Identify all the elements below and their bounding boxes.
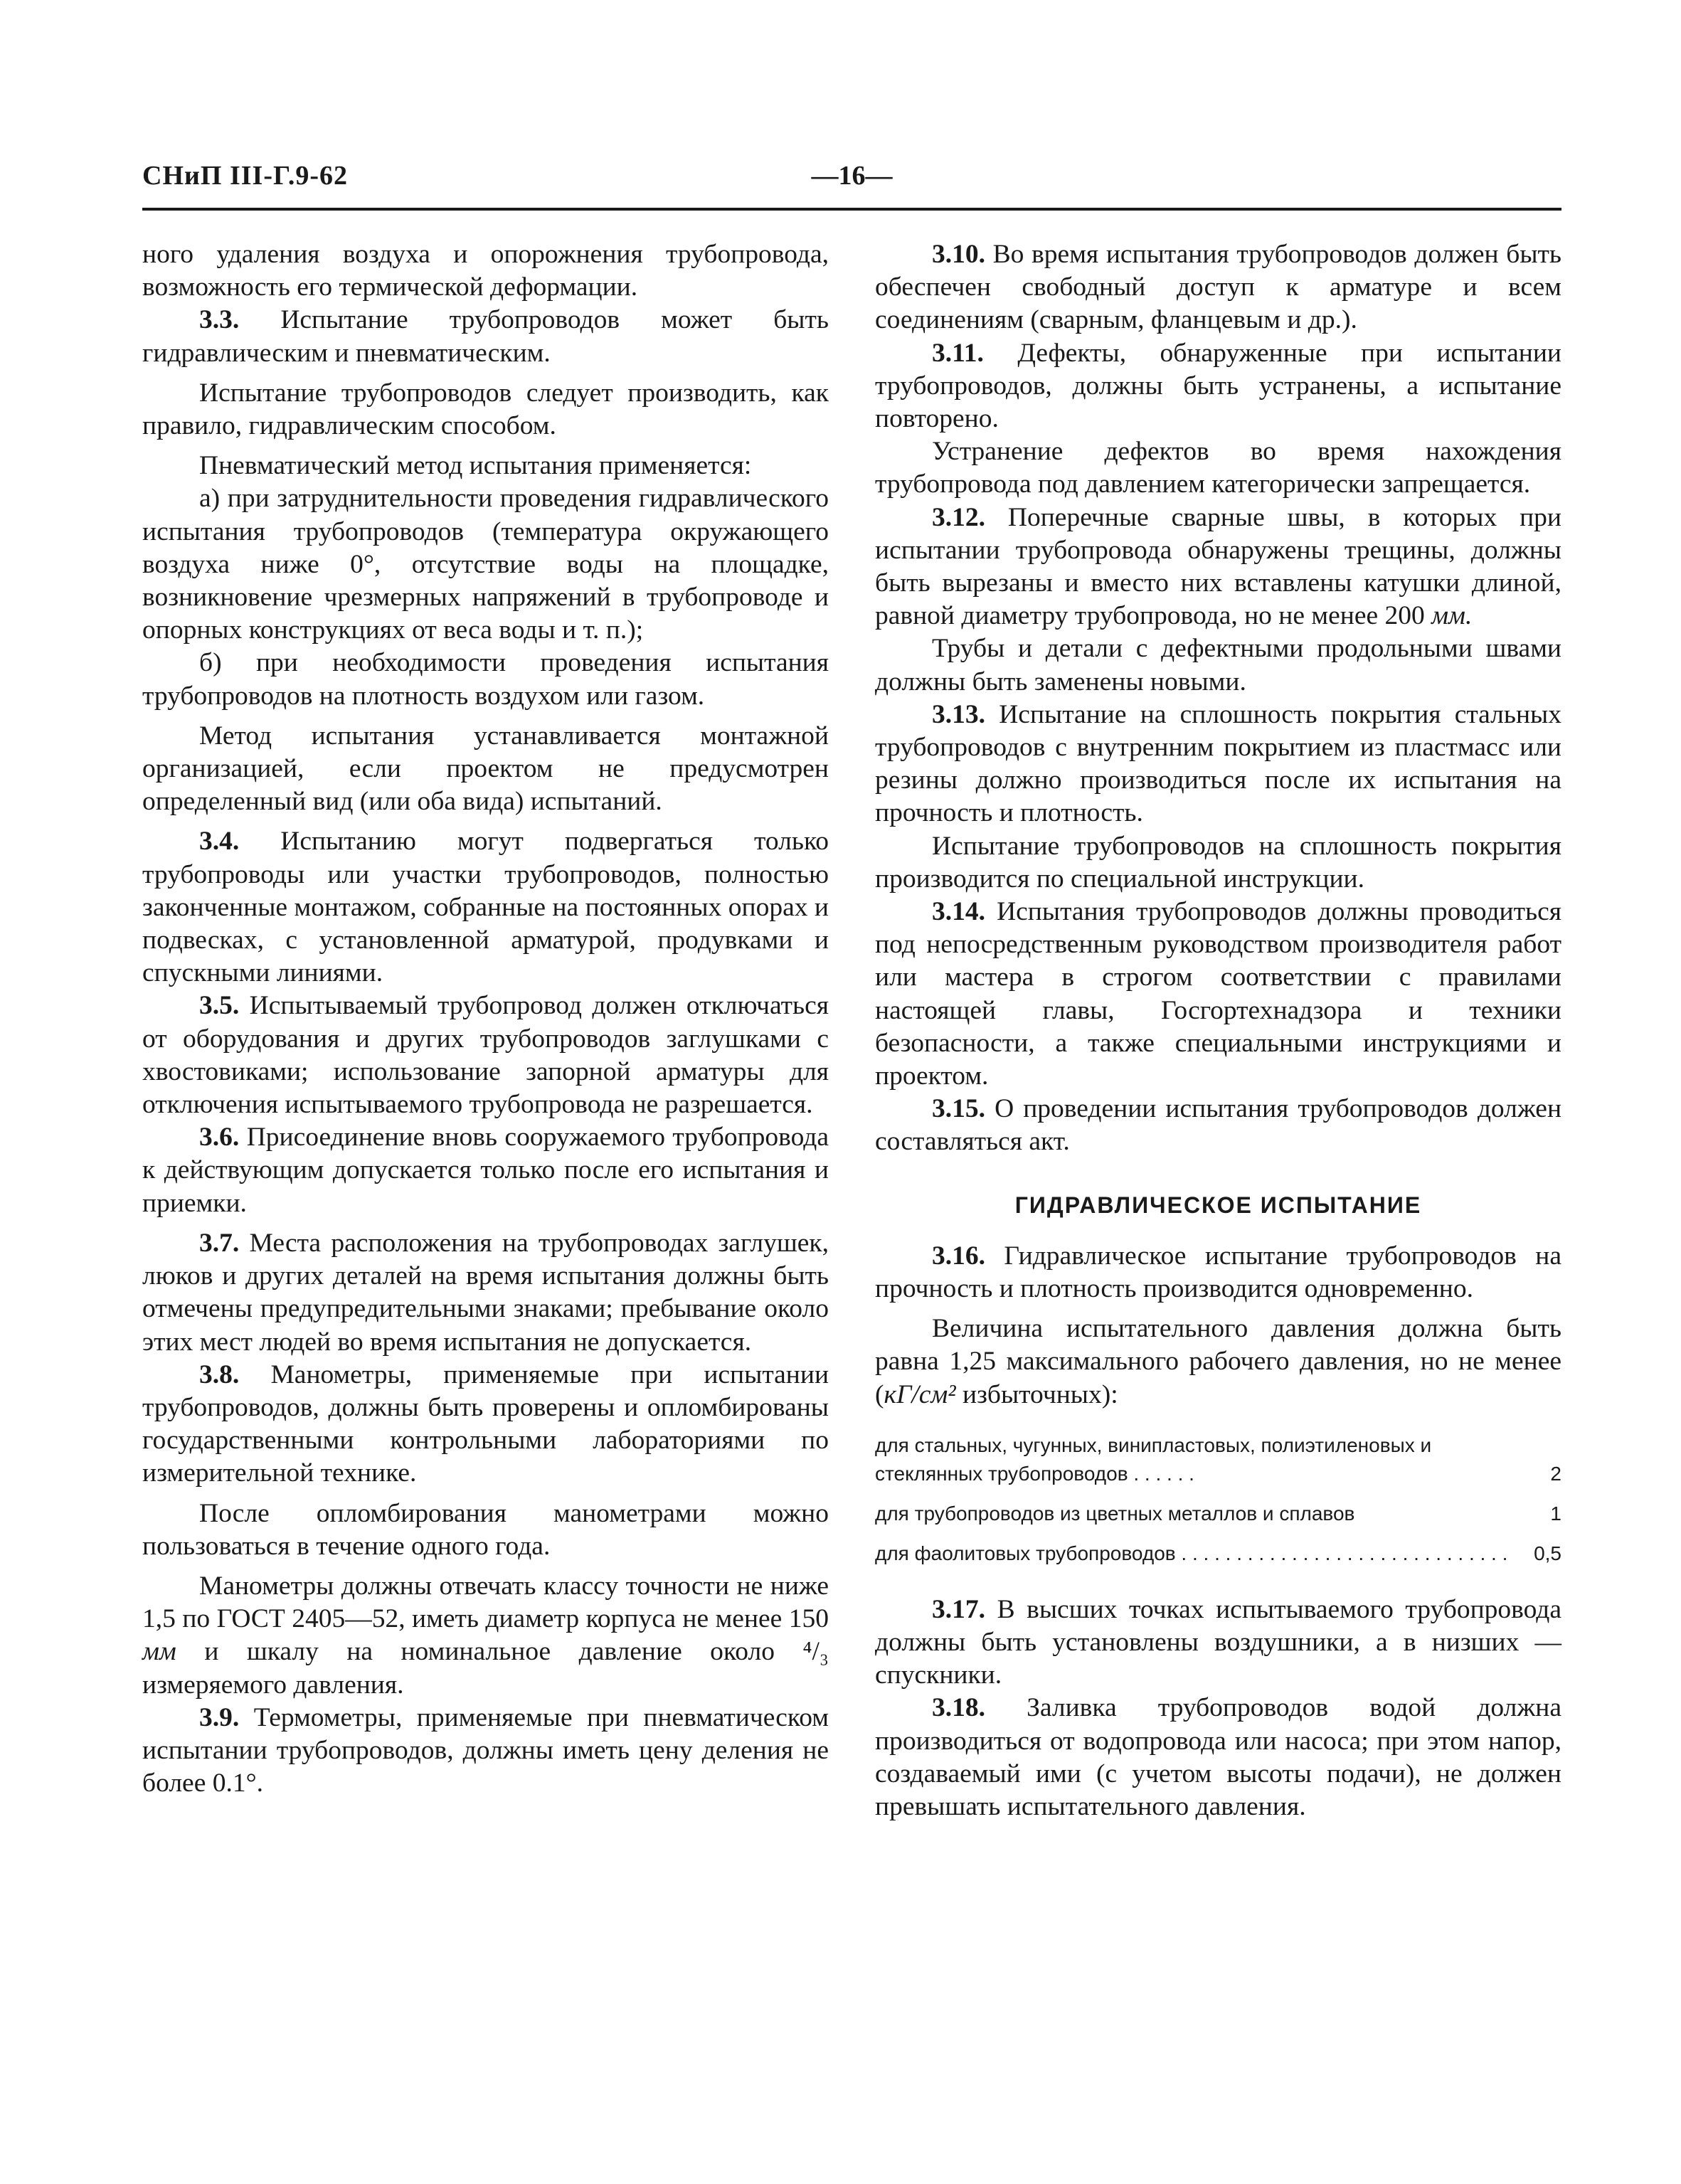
- paragraph: Величина испытательного давления должна быть равна 1,25 максимального рабочего давления, но не менее (кГ/см² избыточных):: [875, 1314, 1561, 1409]
- table-row: [875, 1431, 1561, 1488]
- clause-text: Манометры, применяемые при испытании трубопроводов, должны быть проверены и опломбированы государственными контрольными лабораториями по измерительной технике.: [142, 1359, 829, 1488]
- clause-text: Заливка трубопроводов водой должна производиться от водопровода или насоса; при этом напор, создаваемый ими (с учетом высоты подачи), не должен превышать испытательного давления.: [875, 1693, 1561, 1821]
- clause-number: 3.14.: [932, 897, 985, 927]
- table-row-value: 1: [1550, 1502, 1561, 1525]
- paragraph: [142, 990, 829, 1121]
- paragraph: [875, 1594, 1561, 1692]
- paragraph: [875, 238, 1561, 337]
- paragraph: Испытание трубопроводов на сплошность покрытия производится по специальной инструкции.: [875, 831, 1561, 894]
- paragraph: а) при затруднительности проведения гидравлического испытания трубопроводов (температура окружающего воздуха ниже 0°, отсутствие воды на площадке, возникновение чрезмерных напряжений в трубопроводе и опорных конструкциях от веса воды и т. п.);: [142, 484, 829, 645]
- table-row: [875, 1500, 1561, 1528]
- paragraph: [142, 1359, 829, 1490]
- clause-number: 3.10.: [932, 240, 985, 269]
- table-row-label: для фаолитовых трубопроводов . . .: [875, 1539, 1512, 1568]
- clause-number: 3.18.: [932, 1693, 985, 1723]
- clause-number: 3.15.: [932, 1094, 985, 1124]
- paragraph: [875, 699, 1561, 830]
- table-row-value: 2: [1550, 1462, 1561, 1485]
- paragraph: 3.12. Поперечные сварные швы, в которых при испытании трубопровода обнаружены трещины, должны быть вырезаны и вместо них вставлены катушки длиной, равной диаметру трубопровода, но не менее 200 мм.: [875, 502, 1561, 631]
- paragraph: Манометры должны отвечать классу точности не ниже 1,5 по ГОСТ 2405—52, иметь диаметр корпуса не менее 150 мм и шкалу на номинальное давление около ⁴/₃ измеряемого давления.: [142, 1571, 829, 1700]
- paragraph: Устранение дефектов во время нахождения трубопровода под давлением категорически запрещается.: [875, 437, 1561, 499]
- page-number: —16—: [811, 161, 893, 191]
- document-code: СНиП III-Г.9-62: [142, 161, 349, 191]
- left-column: [142, 238, 829, 1800]
- clause-number: 3.3.: [199, 305, 240, 335]
- clause-text: Во время испытания трубопроводов должен быть обеспечен свободный доступ к арматуре и всем соединениям (сварным, фланцевым и др.).: [875, 240, 1562, 335]
- unit: кГ/см²: [884, 1379, 956, 1409]
- paragraph: [142, 1702, 829, 1801]
- clause-number: 3.6.: [199, 1123, 240, 1152]
- pressure-table: [875, 1431, 1561, 1568]
- paragraph: [875, 1093, 1561, 1158]
- clause-text: Термометры, применяемые при пневматическом испытании трубопроводов, должны иметь цену деления не более 0.1°.: [142, 1702, 829, 1798]
- clause-text: Места расположения на трубопроводах заглушек, люков и других деталей на время испытания должны быть отмечены предупредительными знаками; пребывание около этих мест людей во время испытания не допускается.: [142, 1228, 829, 1357]
- clause-number: 3.4.: [199, 827, 240, 857]
- paragraph: [142, 825, 829, 990]
- paragraph: Пневматический метод испытания применяется:: [199, 451, 752, 481]
- clause-text: Дефекты, обнаруженные при испытании трубопроводов, должны быть устранены, а испытание повторено.: [875, 338, 1562, 434]
- clause-number: 3.11.: [932, 338, 984, 368]
- table-row-label: для трубопроводов из цветных металлов и сплавов: [875, 1502, 1355, 1525]
- paragraph: Метод испытания устанавливается монтажной организацией, если проектом не предусмотрен определенный вид (или оба вида) испытаний.: [142, 721, 829, 817]
- paragraph: б) при необходимости проведения испытания трубопроводов на плотность воздухом или газом.: [142, 648, 829, 711]
- clause-text: Испытанию могут подвергаться только трубопроводы или участки трубопроводов, полностью законченные монтажом, собранные на постоянных опорах и подвесках, с установленной арматурой, продувками и спускными линиями.: [142, 827, 829, 988]
- paragraph: [142, 1227, 829, 1359]
- clause-text: Присоединение вновь сооружаемого трубопровода к действующим допускается только после его испытания и приемки.: [142, 1123, 829, 1218]
- clause-text: Испытание на сплошность покрытия стальных трубопроводов с внутренним покрытием из пластмасс или резины должно производиться после их испытания на прочность и плотность.: [875, 699, 1561, 828]
- paragraph: Трубы и детали с дефектными продольными швами должны быть заменены новыми.: [875, 634, 1561, 696]
- paragraph: ного удаления воздуха и опорожнения трубопровода, возможность его термической деформации.: [142, 240, 829, 302]
- clause-number: 3.7.: [199, 1228, 240, 1258]
- paragraph: Испытание трубопроводов следует производить, как правило, гидравлическим способом.: [142, 378, 829, 441]
- clause-number: 3.5.: [199, 991, 240, 1021]
- clause-number: 3.16.: [932, 1241, 985, 1271]
- table-row-value: 0,5: [1534, 1542, 1561, 1564]
- clause-text: Испытания трубопроводов должны проводиться под непосредственным руководством производителя работ или мастера в строгом соответствии с правилами настоящей главы, Госгортехнадзора и техники безопасности, а также специальными инструкциями и проектом.: [875, 897, 1562, 1091]
- paragraph: [875, 1240, 1561, 1305]
- clause-number: 3.17.: [932, 1594, 985, 1624]
- paragraph: После опломбирования манометрами можно пользоваться в течение одного года.: [142, 1498, 829, 1561]
- paragraph: [142, 304, 829, 369]
- clause-text: В высших точках испытываемого трубопровода должны быть установлены воздушники, а в низших — спускники.: [875, 1594, 1562, 1690]
- clause-text: О проведении испытания трубопроводов должен составляться акт.: [875, 1094, 1562, 1157]
- clause-text: Гидравлическое испытание трубопроводов на прочность и плотность производится одновременно.: [875, 1241, 1561, 1303]
- table-row: [875, 1539, 1561, 1568]
- table-row-label: для стальных, чугунных, винипластовых, полиэтиленовых и стеклянных трубопроводов . . . . . .: [875, 1433, 1432, 1485]
- clause-number: 3.13.: [932, 699, 985, 729]
- paragraph: [142, 1121, 829, 1220]
- section-heading: ГИДРАВЛИЧЕСКОЕ ИСПЫТАНИЕ: [1014, 1192, 1422, 1218]
- clause-number: 3.9.: [199, 1702, 240, 1732]
- clause-text: Испытываемый трубопровод должен отключаться от оборудования и других трубопроводов заглушками с хвостовиками; использование запорной арматуры для отключения испытываемого трубопровода не разрешается.: [142, 991, 829, 1120]
- unit: мм.: [1431, 601, 1473, 631]
- unit: мм: [142, 1637, 176, 1667]
- paragraph: [875, 896, 1561, 1093]
- header-divider: [142, 208, 1561, 211]
- clause-number: 3.12.: [932, 502, 985, 532]
- clause-text: Испытание трубопроводов может быть гидравлическим и пневматическим.: [142, 305, 829, 368]
- right-column: [875, 238, 1561, 1823]
- paragraph: [875, 337, 1561, 436]
- page-header: [142, 160, 1561, 203]
- paragraph: [875, 1692, 1561, 1823]
- clause-number: 3.8.: [199, 1359, 240, 1389]
